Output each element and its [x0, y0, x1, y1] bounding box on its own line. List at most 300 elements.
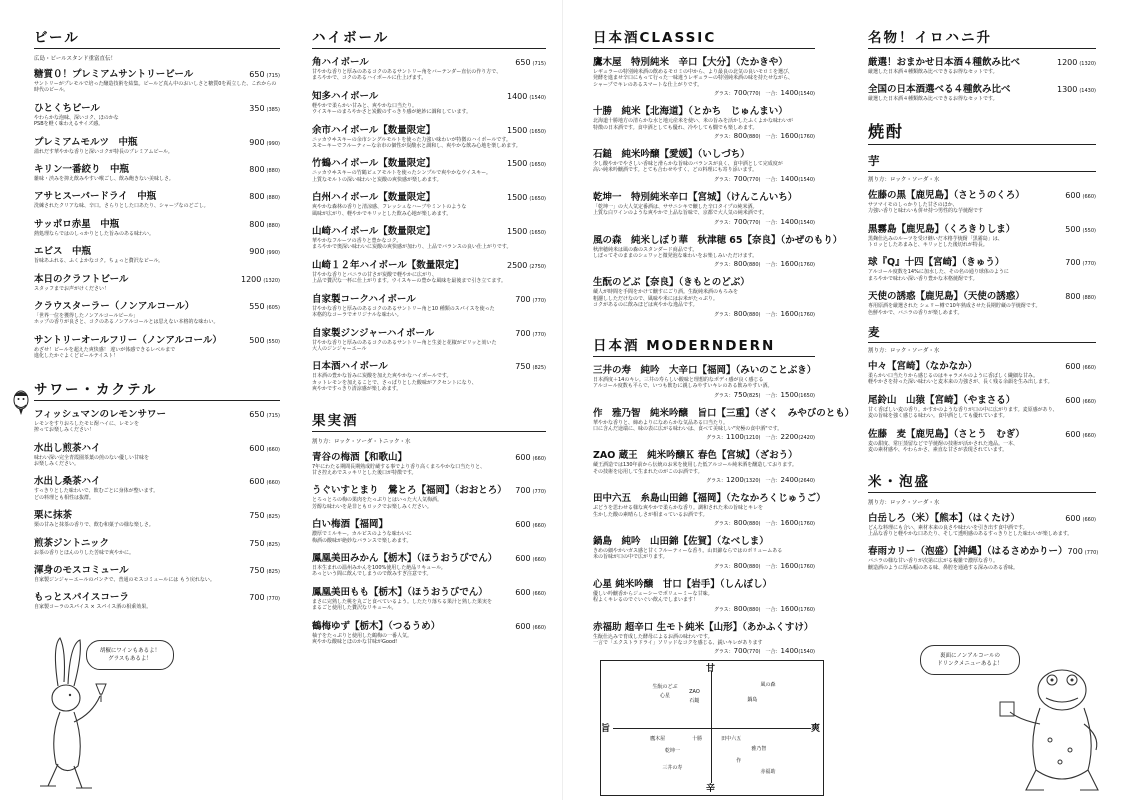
menu-item [34, 589, 280, 610]
menu-item-row [34, 161, 280, 175]
menu-item-description: 雑味・渋みを抑え飲みやすい喉ごし、飲み飽きない美味しさ。 [34, 176, 174, 183]
column-4 [868, 26, 1099, 587]
menu-item-name: 鍋島 純吟 山田錦【佐賀】（なべしま） [593, 535, 769, 547]
menu-item-name: 本日のクラフトビール [34, 273, 129, 285]
price-with-tax: (1650) [529, 196, 546, 203]
menu-item-row [34, 271, 280, 285]
price-with-tax: (825) [266, 568, 280, 575]
section-title: ビール [34, 26, 280, 49]
glass-label: グラス： [713, 392, 734, 399]
price-with-tax: (770) [532, 331, 546, 338]
menu-item-price [249, 220, 280, 229]
menu-item-row [593, 362, 815, 376]
fisherman-face-icon [10, 388, 32, 416]
menu-item [868, 543, 1099, 571]
menu-item-name: 日本酒ハイボール [312, 361, 388, 373]
menu-item-description: めざせ！ビールを超えた爽快感！ 違いが体感できるレベルまで 進化したかぐよくどビールテイスト！ [34, 346, 176, 360]
glass-price-tax: (880) [747, 520, 761, 527]
menu-item-row [593, 103, 815, 117]
price-with-tax: (880) [266, 222, 280, 229]
price-value: 2500 [507, 260, 528, 270]
glass-price: 800 [733, 132, 748, 141]
menu-item-row [312, 223, 546, 237]
menu-item-row [312, 516, 546, 530]
menu-item [34, 562, 280, 583]
menu-item [593, 103, 815, 140]
menu-item-price [1065, 258, 1096, 267]
sake-price-row [593, 260, 815, 268]
menu-item-price [1065, 514, 1096, 523]
price-with-tax: (770) [532, 297, 546, 304]
cup-label: 一合： [765, 392, 781, 399]
menu-item-price [515, 588, 546, 597]
menu-item-description: 北海道十勝地方の清らかな水と地元産米を使い、米の旨みを活かしたふくよかな味わいが 特徴の日本酒です。食中酒としても優れ、冷やしても燗でも楽しめます。 [593, 118, 794, 131]
menu-item-description: 熱処理ならではのしっかりとした旨みのある味わい。 [34, 230, 154, 237]
price-value: 600 [515, 621, 531, 631]
menu-item-name: 山崎ハイボール【数量限定】 [312, 226, 436, 238]
cup-price-tax: (1650) [798, 392, 815, 399]
menu-item-row [593, 576, 815, 590]
cup-label: 一合： [765, 649, 781, 656]
menu-item [312, 449, 546, 477]
section-note: 割り方：ロック・ソーダ・トニック・水 [312, 438, 411, 445]
price-with-tax: (715) [266, 412, 280, 419]
menu-item-price [249, 444, 280, 453]
sake-classic-section [593, 26, 843, 318]
menu-item-description: 秋津穂純米は風の森のスタンダード商品です。 しぼってそのままのシュワッと微発泡な味わいをお楽しみいただけます。 [593, 246, 758, 260]
menu-item-name: サッポロ赤星 中瓶 [34, 218, 120, 230]
menu-item [312, 618, 546, 646]
menu-item [34, 473, 280, 501]
chart-horizontal-axis [613, 728, 811, 729]
chart-point-label: 赤福助 [760, 768, 776, 775]
menu-item-row [593, 189, 815, 203]
section-title: 日本酒CLASSIC [593, 26, 815, 49]
menu-item-row [593, 405, 855, 419]
sake-price-row [593, 562, 815, 570]
menu-item [34, 507, 280, 528]
menu-item-price [515, 329, 546, 338]
glass-label: グラス： [713, 219, 734, 226]
menu-item-price [249, 593, 280, 602]
menu-item-description: レギュラーの特別純米酒の飲めるモロミの中から、より最良の北気の良いモロミを選び、 発酵を進ませ辛口にもって行った一味違うレギュラーの特別純米酒の味を持たせながら、 シャープでキレのあるスマートな仕上がりです。 [593, 69, 794, 88]
menu-item-name: 白州ハイボール【数量限定】 [312, 192, 436, 204]
price-with-tax: (550) [266, 338, 280, 345]
menu-item-name: 鷹木屋 特別純米 辛口【大分】（たかきや） [593, 57, 788, 68]
axis-label-crisp: 爽 [811, 724, 821, 734]
menu-item-row [312, 584, 546, 598]
sub-section-title: 麦 [868, 324, 1096, 343]
glass-price: 800 [733, 260, 748, 269]
cup-label: 一合： [765, 262, 781, 269]
section-title: 米・泡盛 [868, 470, 1096, 493]
menu-item-row [868, 254, 1096, 268]
price-value: 700 [515, 328, 531, 338]
menu-item-name: 中々【宮崎】（なかなか） [868, 361, 978, 373]
chart-point-label: 雅乃智 [751, 745, 767, 752]
price-value: 600 [515, 520, 531, 530]
cup-price: 1400 [780, 647, 799, 656]
menu-item-description: サツマイモのしっかりした甘さのほか、 力強い香りと味わいも併せ持つ男性的な芋焼酎です [868, 201, 984, 215]
chart-vertical-axis [711, 671, 712, 783]
price-value: 750 [249, 538, 265, 548]
menu-item-description: 「乾坤一」の大人気定番酒は、ササニシキで醸した辛口タイプの純米酒。 上質な白ワインのような爽やかで上品な旨味で、京都で大人気の純米酒です。 [593, 203, 768, 217]
menu-item [312, 550, 546, 578]
price-value: 1200 [1057, 58, 1078, 67]
menu-item-description: サントリーがプレモルで培った醸造技術を結集。ビールど真ん中のおいしさと糖質0を両立した、これからの時代のビール。 [34, 81, 277, 94]
menu-item-row [593, 146, 815, 160]
menu-item-price [249, 192, 280, 201]
cup-price-tax: (1540) [798, 649, 815, 656]
price-value: 1300 [1057, 85, 1078, 95]
menu-item-name: 厳選！おまかせ日本酒４種飲み比べ [868, 57, 1021, 68]
section-note: 割り方：ロック・ソーダ・水 [868, 499, 940, 506]
cup-label: 一合： [765, 134, 781, 141]
menu-item-price [515, 554, 546, 563]
menu-item-row [34, 440, 280, 454]
menu-item-name: ひとくちビール [34, 102, 100, 114]
cup-price: 1500 [780, 390, 799, 399]
menu-item-description: やわらかな泡味、深いコク、ほのかな PSBを軽く味わえるサイズ感。 [34, 114, 119, 128]
menu-item-price [249, 511, 280, 520]
menu-item-name: クラウスターラー（ノンアルコール） [34, 301, 195, 313]
menu-item-row [34, 473, 280, 487]
price-with-tax: (660) [1082, 193, 1096, 200]
speech-bubble-left [86, 640, 174, 670]
menu-item-row [312, 291, 546, 305]
bubble-line: 裏面にノンアルコールの [940, 653, 1000, 659]
glass-label: グラス： [713, 262, 734, 269]
price-value: 650 [515, 58, 531, 67]
menu-item-name: 角ハイボール [312, 57, 369, 68]
menu-item-row [868, 221, 1096, 235]
menu-item-price [515, 486, 546, 495]
glass-label: グラス： [713, 606, 734, 613]
menu-item [34, 406, 280, 434]
menu-item-price [1065, 396, 1096, 405]
price-with-tax: (1540) [529, 94, 546, 101]
menu-item-description: バニラの様な甘い香りが次第に広がる複雑で濃厚な香り。 醸造酒のように厚み幅のある味、鼻腔を通過する深みのある香味。 [868, 558, 1019, 571]
cup-price: 2200 [780, 433, 799, 442]
menu-item-name: 青谷の梅酒【和歌山】 [312, 451, 408, 463]
menu-item-description: 軽やかで柔らかい甘みと、爽やかな口当たり。 ウイスキーのまろやかさと炭酸のすっきり感が絶妙に調和しています。 [312, 102, 472, 116]
menu-item-name: 風の森 純米しぼり華 秋津穂 65【奈良】（かぜのもり） [593, 234, 843, 246]
menu-item-row [312, 325, 546, 339]
menu-item-name: 尾鈴山 山猿【宮崎】（やまさる） [868, 394, 1016, 406]
cup-price: 1600 [780, 260, 799, 269]
beer-section [34, 26, 280, 360]
menu-item-name: 自家製コークハイボール [312, 293, 416, 305]
menu-item-price [1057, 85, 1096, 94]
glass-price-tax: (880) [747, 262, 761, 269]
menu-item [593, 146, 815, 183]
menu-item-row [868, 288, 1096, 302]
price-with-tax: (2750) [529, 263, 546, 270]
menu-item-description: とろっとろの梅の果肉をたっぷりとはいった大人気梅酒。 芳醇な味わいを是非ともロックでお楽しみください。 [312, 497, 443, 510]
price-value: 1500 [507, 159, 528, 169]
menu-item-price [249, 302, 280, 311]
section-title: 日本酒 MODERNDERN [593, 334, 815, 357]
menu-item-row [312, 88, 546, 102]
menu-item [868, 54, 1096, 75]
menu-item [593, 619, 815, 656]
cup-price: 1400 [780, 174, 799, 183]
section-note: 割り方：ロック・ソーダ・水 [868, 176, 940, 183]
menu-item-description: 甘やかな香りと厚みのあるコクのあるサントリー角をバーテンダー直伝の作り方で、 まろやかで、コクのあるハイボールに仕上げます。 [312, 69, 502, 82]
menu-item-name: 乾坤一 特別純米辛口【宮城】（けんこんいち） [593, 191, 798, 203]
sake-price-row [593, 310, 815, 318]
chart-point-label: 田中六五 [721, 736, 742, 743]
price-with-tax: (880) [266, 195, 280, 202]
menu-item-row [34, 216, 280, 230]
price-value: 700 [1067, 547, 1083, 557]
cup-price-tax: (1540) [798, 91, 815, 98]
cup-label: 一合： [765, 91, 781, 98]
menu-item-description: 爽やかな森林の香りと清涼感、フレッシュなハーブやミントのような 風味が広がり、軽やかでキリッとした飲み心地が楽しめます。 [312, 204, 467, 217]
cup-price: 1400 [780, 217, 799, 226]
menu-item-description: 蔵人が時間を手間をかけて醸すにごり酒。生酛純米酒のもろみを 粗濾ししただけなので、風味や米にはお米がたっぷり。 コクがあるのに飲みほどは爽やかな逸品です。 [593, 289, 739, 309]
price-value: 600 [515, 587, 531, 597]
price-value: 600 [1065, 190, 1081, 200]
price-with-tax: (825) [266, 514, 280, 521]
menu-item-name: 黒霧島【鹿児島】（くろきりしま） [868, 223, 1016, 235]
menu-item [312, 516, 546, 544]
menu-item-name: 鳳凰美田みかん【栃木】（ほうおうびでん） [312, 552, 498, 564]
menu-item-row [593, 447, 815, 461]
menu-item [593, 576, 815, 613]
glass-price: 700 [733, 174, 748, 183]
price-value: 1500 [507, 227, 528, 237]
price-with-tax: (660) [1082, 398, 1096, 405]
menu-item-row [868, 54, 1096, 68]
menu-item [34, 332, 280, 360]
price-value: 900 [249, 137, 265, 147]
price-value: 800 [249, 165, 265, 175]
menu-item-description: ニッカウヰスキーの余市シングルモルトを使った力強い味わいが特徴のハイボールです。 スモーキーでフルーティーな余市の個性が炭酸水と調和し、爽やかな飲み心地を楽しめます。 [312, 136, 521, 150]
menu-item [34, 161, 280, 182]
menu-item [34, 535, 280, 556]
menu-item-row [312, 550, 546, 564]
price-value: 900 [249, 247, 265, 257]
cup-price: 1600 [780, 132, 799, 141]
price-value: 700 [515, 294, 531, 304]
glass-price-tax: (770) [747, 219, 761, 226]
menu-item-name: 佐藤 麦【鹿児島】（さとう むぎ） [868, 428, 1025, 440]
price-with-tax: (880) [266, 168, 280, 175]
menu-item-description: 自家製コーラのスパイス × スパイス酒の相乗効果。 [34, 604, 152, 611]
menu-item-price [249, 165, 280, 174]
price-value: 750 [249, 511, 265, 521]
column-3 [593, 26, 855, 671]
menu-item-price [515, 453, 546, 462]
menu-item [34, 66, 280, 94]
menu-item-row [593, 232, 843, 246]
chart-point-label: 心星 [659, 693, 671, 700]
menu-item [593, 189, 815, 226]
price-value: 1500 [507, 125, 528, 135]
menu-item-name: 渾身のモスコミュール [34, 564, 129, 576]
cup-label: 一合： [765, 478, 781, 485]
menu-item-row [34, 562, 280, 576]
menu-item-description: 厳選した日本酒４種類飲み比べできるお得なセットです。 [868, 69, 998, 75]
menu-item-price [515, 58, 546, 67]
glass-price: 750 [733, 390, 748, 399]
cup-price-tax: (1760) [798, 262, 815, 269]
price-value: 700 [249, 593, 265, 603]
menu-item [593, 232, 843, 269]
cup-price-tax: (2640) [798, 478, 815, 485]
price-with-tax: (605) [266, 305, 280, 312]
price-with-tax: (660) [532, 455, 546, 462]
glass-price-tax: (1210) [743, 435, 761, 442]
menu-item-price [249, 138, 280, 147]
price-with-tax: (770) [532, 489, 546, 496]
price-with-tax: (1650) [529, 128, 546, 135]
glass-label: グラス： [706, 435, 727, 442]
menu-item [868, 187, 1096, 215]
glass-price: 700 [733, 647, 748, 656]
chart-point-label: 十勝 [692, 736, 703, 743]
menu-item-description: 日本酒度＋14のキレ。三井の寿らしい酸味と理想的なボディ感が良く感じる アルコール度数も平らで、いつも飲むに親しみやすいキレのある飲みやすい酒。 [593, 376, 773, 390]
menu-item-row [868, 358, 1096, 372]
menu-item-price [1057, 58, 1096, 67]
menu-item [868, 510, 1096, 538]
cup-price-tax: (1540) [798, 219, 815, 226]
awamori-section [868, 470, 1099, 572]
price-value: 600 [515, 452, 531, 462]
menu-item-price [1065, 225, 1096, 234]
menu-item-name: キリン一番絞り 中瓶 [34, 164, 130, 176]
sake-modern-section [593, 334, 855, 656]
fruit-liquor-section [312, 409, 546, 646]
price-with-tax: (825) [266, 541, 280, 548]
menu-item-description: 生酛仕込みで育成した酵母によるお酒の味わいです。 一言で「エクストラドライ」ソリッドなコクを感じる、鋭いキレがあります [593, 633, 763, 646]
glass-label: グラス： [713, 176, 734, 183]
glass-label: グラス： [713, 311, 734, 318]
menu-item-row [34, 134, 280, 148]
iroha-masu-section [868, 26, 1096, 103]
section-title: サワー・カクテル [34, 378, 280, 401]
cup-label: 一合： [765, 219, 781, 226]
menu-item-description: 厳選した日本酒４種類飲み比べできるお得なセットです。 [868, 96, 998, 103]
menu-item-row [312, 257, 546, 271]
sake-price-row [593, 391, 815, 399]
price-value: 750 [515, 362, 531, 372]
price-value: 800 [249, 192, 265, 202]
menu-item-row [312, 155, 546, 169]
price-with-tax: (660) [532, 523, 546, 530]
menu-item-row [34, 589, 280, 603]
menu-item [593, 54, 815, 97]
menu-item-price [507, 227, 546, 236]
price-with-tax: (880) [1082, 295, 1096, 302]
glass-label: グラス： [713, 520, 734, 527]
menu-item-description: 優しい吟醸香からジューシーでボリューミーな甘味。 程よくキレるのでぐいぐい飲んでしまいます！ [593, 590, 713, 604]
menu-item-row [34, 243, 280, 257]
menu-item-price [507, 261, 546, 270]
glass-price-tax: (880) [747, 563, 761, 570]
price-with-tax: (825) [532, 365, 546, 372]
menu-item-name: 白い梅酒【福岡】 [312, 519, 389, 531]
cup-price-tax: (1760) [798, 311, 815, 318]
menu-item-price [241, 275, 280, 284]
cup-price: 2400 [780, 476, 799, 485]
menu-item-row [868, 543, 1099, 558]
sour-cocktail-section [34, 378, 280, 611]
menu-item-row [868, 510, 1096, 524]
menu-item [868, 221, 1096, 249]
price-with-tax: (990) [266, 250, 280, 257]
menu-item-price [249, 477, 280, 486]
section-note: 割り方：ロック・ソーダ・水 [868, 348, 940, 355]
cup-price: 1600 [780, 309, 799, 318]
cup-label: 一合： [765, 435, 781, 442]
menu-item-row [34, 406, 280, 420]
menu-item [34, 243, 280, 264]
column-2 [312, 26, 546, 661]
menu-item [868, 81, 1096, 102]
menu-item-row [868, 81, 1096, 95]
price-value: 1400 [507, 91, 528, 101]
price-with-tax: (770) [1082, 261, 1096, 268]
menu-item-description: 栗の甘みと抹茶の香りで、飲む和菓子の様な楽しさ。 [34, 522, 154, 529]
menu-item-name: 佐藤の黒【鹿児島】（さとうのくろ） [868, 189, 1025, 201]
menu-item-name: 鳳凰美田もも【栃木】（ほうおうびでん） [312, 586, 488, 598]
menu-item-row [34, 66, 280, 80]
menu-item-price [515, 362, 546, 371]
price-value: 600 [515, 553, 531, 563]
menu-item-description: 7年にわたる期間長期熟成貯蔵する事でより香り高くまろやかな口当たりと、 甘さ控えめでスッキリとした後口が特徴です。 [312, 463, 486, 476]
price-value: 650 [249, 70, 265, 79]
menu-item-name: 赤福助 超辛口 生モト純米【山形】（あかふくすけ） [593, 621, 814, 633]
menu-item-name: 山崎１２年ハイボール【数量限定】 [312, 259, 464, 271]
menu-item-description: 洗練されたクリアな味、辛口。さらりとした口あたり、シャープなのどごし。 [34, 203, 209, 210]
menu-item [34, 440, 280, 468]
menu-item-name: フィッシュマンのレモンサワー [34, 408, 167, 420]
glass-label: グラス： [713, 91, 734, 98]
menu-item-row [593, 274, 815, 288]
price-value: 800 [1065, 292, 1081, 302]
menu-item-price [249, 70, 280, 79]
price-with-tax: (1430) [1079, 88, 1096, 95]
menu-item-price [1065, 292, 1096, 301]
glass-price: 700 [733, 217, 748, 226]
menu-item-name: 知多ハイボール [312, 90, 379, 102]
menu-item-price [507, 193, 546, 202]
menu-item-price [1065, 430, 1096, 439]
menu-item-description: 専用原酒を厳選された シェリー樽で10年熟成させた長期貯蔵の芋焼酎です。 色鮮やかで、バニラの香りが楽しめます。 [868, 303, 1041, 316]
price-value: 800 [249, 219, 265, 229]
chart-point-label: 生酛のどぶ [652, 684, 678, 691]
menu-item-price [507, 126, 546, 135]
menu-item-description: 「世界一位を獲得したノンアルコールビール」 ホップの香りが良さと、コクのあるノンアルコールとは思えない本格的な味わい。 [34, 313, 219, 326]
menu-item-row [312, 449, 546, 463]
menu-item-name: うぐいすとまり 鶯とろ【福岡】（おおとろ） [312, 485, 507, 497]
menu-item-name: 竹鶴ハイボール【数量限定】 [312, 158, 436, 170]
glass-label: グラス： [706, 478, 727, 485]
price-with-tax: (770) [1084, 550, 1099, 557]
menu-item-description: 華やかな香りと、締めよりになめらかな気品ある口当たり。 口に含んだ途端に、味の表に広がる味わいは、食べて美味しい"究極の食中酒"です。 [593, 419, 783, 432]
sake-price-row [593, 175, 815, 183]
menu-item-description: 蔵王酒造では130年前から伝統のお米を使用した低アルコール純米酒を醸造しております。 その技術を応用して生まれたのがこのお酒です。 [593, 462, 797, 475]
glass-price-tax: (1320) [743, 478, 761, 485]
menu-item-name: サントリーオールフリー（ノンアルコール） [34, 334, 222, 346]
menu-item-row [868, 392, 1096, 406]
menu-item [312, 155, 546, 183]
menu-item-name: もっとスパイスコーラ [34, 592, 129, 604]
chart-point-label: 鍋島 [747, 697, 758, 704]
menu-item [312, 257, 546, 285]
